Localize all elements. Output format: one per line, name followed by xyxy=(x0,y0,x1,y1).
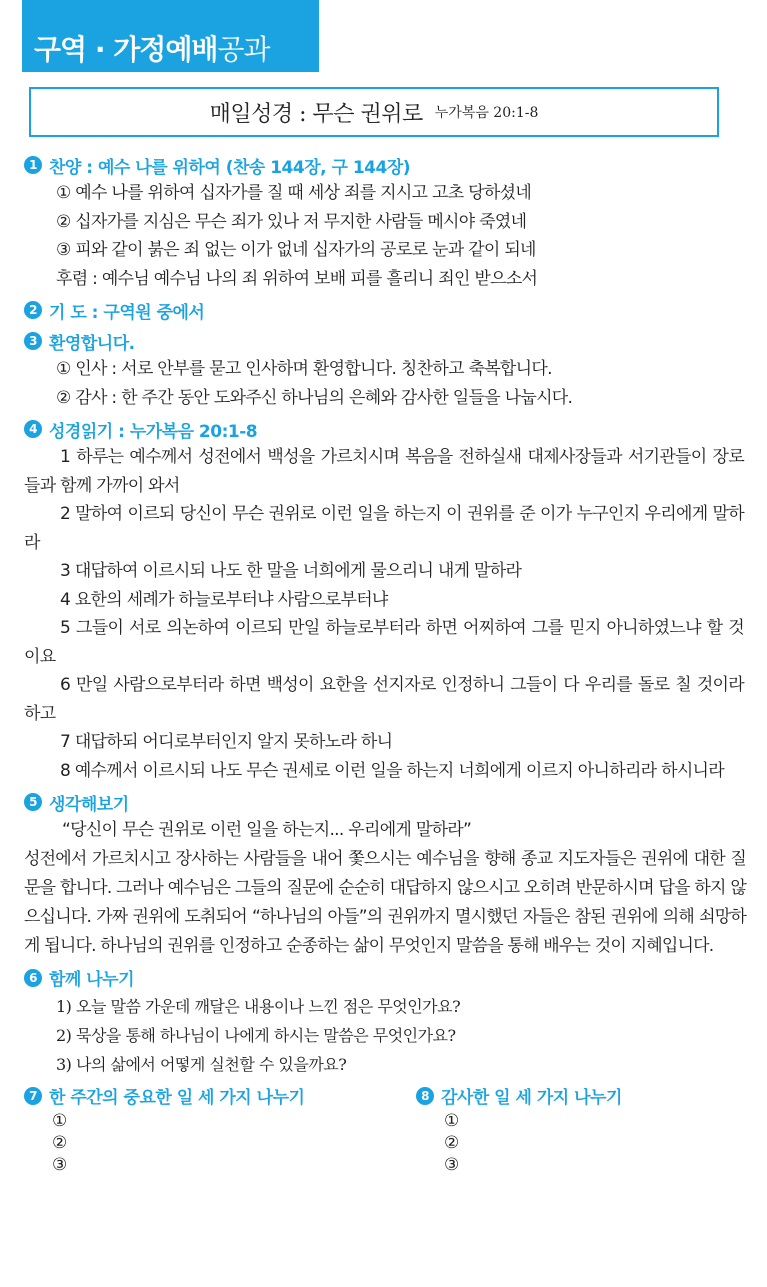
share-question: 1) 오늘 말씀 가운데 깨달은 내용이나 느낀 점은 무엇인가요? xyxy=(56,996,461,1016)
section-number-badge: 3 xyxy=(24,332,42,350)
section-number-badge: 7 xyxy=(24,1087,42,1105)
hymn-line: ① 예수 나를 위하여 십자가를 질 때 세상 죄를 지시고 고초 당하셨네 xyxy=(56,183,532,203)
blank-item: ② xyxy=(444,1132,460,1153)
scripture-verse: 7 대답하되 어디로부터인지 알지 못하노라 하니 xyxy=(60,732,393,752)
blank-item: ① xyxy=(52,1110,68,1131)
section-thanks-heading xyxy=(416,1082,746,1110)
blank-item: ② xyxy=(52,1132,68,1153)
section-thanks xyxy=(416,1082,746,1176)
scripture-verse: 6 만일 사람으로부터라 하면 백성이 요한을 선지자로 인정하니 그들이 다 우리를 돌로 칠 것이라 하고 xyxy=(24,675,744,724)
header-label-light: 공과 xyxy=(217,33,270,66)
header-label-bold: 구역 · 가정예배 xyxy=(34,33,218,66)
section-hymn-heading xyxy=(24,151,746,179)
section-welcome xyxy=(24,327,746,412)
section-number-badge: 8 xyxy=(416,1087,434,1105)
scripture-verse: 8 예수께서 이르시되 나도 무슨 권세로 이런 일을 하는지 너희에게 이르지 아니하리라 하시니라 xyxy=(60,760,724,781)
scripture-verse: 2 말하여 이르되 당신이 무슨 권위로 이런 일을 하는지 이 권위를 준 이가 누구인지 우리에게 말하라 xyxy=(24,504,744,553)
page-title: 매일성경 : 무슨 권위로 xyxy=(209,101,423,127)
scripture-verse: 1 하루는 예수께서 성전에서 백성을 가르치시며 복음을 전하실새 대제사장들과 서기관들이 장로들과 함께 가까이 와서 xyxy=(24,447,744,496)
section-reading-heading xyxy=(24,415,746,443)
section-heading-text: 기 도 : 구역원 중에서 xyxy=(49,302,205,323)
section-reflection xyxy=(24,788,746,961)
reflection-body: 성전에서 가르치시고 장사하는 사람들을 내어 쫓으시는 예수님을 향해 종교 지도자들은 권위에 대한 질문을 합니다. 그러나 예수님은 그들의 질문에 순순히 대답하지 않으시고 오히려 반문하시며 답을 하지 않으십니다. 가짜 권위에 도취되어 “하나님의 아들”의 권위까지 멸시했던 자들은 참된 권위에 의해 쇠망하게 됩니다. 하나님의 권위를 인정하고 순종하는 삶이 무엇인지 말씀을 통해 배우는 것이 지혜입니다. xyxy=(24,848,746,956)
section-number-badge: 1 xyxy=(24,156,42,174)
section-number-badge: 4 xyxy=(24,420,42,438)
scripture-reference: 누가복음 20:1-8 xyxy=(434,105,539,121)
hymn-line: 후렴 : 예수님 예수님 나의 죄 위하여 보배 피를 흘리니 죄인 받으소서 xyxy=(56,268,538,289)
blank-item: ① xyxy=(444,1110,460,1131)
section-heading-text: 함께 나누기 xyxy=(49,970,135,990)
blank-item: ③ xyxy=(52,1154,68,1175)
worship-content xyxy=(24,151,746,1176)
section-heading-text: 감사한 일 세 가지 나누기 xyxy=(441,1088,622,1108)
section-heading-text: 찬양 : 예수 나를 위하여 (찬송 144장, 구 144장) xyxy=(49,157,411,178)
scripture-verse: 5 그들이 서로 의논하여 이르되 만일 하늘로부터라 하면 어찌하여 그를 믿지 아니하였느냐 할 것이요 xyxy=(24,618,744,667)
section-heading-text: 성경읽기 : 누가복음 20:1-8 xyxy=(49,421,258,442)
section-prayer-heading xyxy=(24,296,746,324)
sharing-columns xyxy=(24,1082,746,1176)
section-reflection-heading xyxy=(24,788,746,816)
section-prayer xyxy=(24,296,746,324)
header-tab xyxy=(22,0,319,72)
welcome-line: ② 감사 : 한 주간 동안 도와주신 하나님의 은혜와 감사한 일들을 나눕시다. xyxy=(56,387,573,408)
section-welcome-heading xyxy=(24,327,746,355)
scripture-verse: 3 대답하여 이르시되 나도 한 말을 너희에게 물으리니 내게 말하라 xyxy=(60,561,522,581)
section-hymn xyxy=(24,151,746,293)
section-number-badge: 2 xyxy=(24,301,42,319)
share-question: 2) 묵상을 통해 하나님이 나에게 하시는 말씀은 무엇인가요? xyxy=(56,1025,456,1045)
section-share-heading xyxy=(24,964,746,992)
section-important xyxy=(24,1082,416,1176)
share-question: 3) 나의 삶에서 어떻게 실천할 수 있을까요? xyxy=(56,1054,347,1074)
hymn-line: ② 십자가를 지심은 무슨 죄가 있나 저 무지한 사람들 메시야 죽였네 xyxy=(56,211,527,232)
section-reading xyxy=(24,415,746,785)
hymn-line: ③ 피와 같이 붉은 죄 없는 이가 없네 십자가의 공로로 눈과 같이 되네 xyxy=(56,240,536,260)
section-number-badge: 6 xyxy=(24,969,42,987)
section-heading-text: 생각해보기 xyxy=(49,794,129,815)
section-share xyxy=(24,964,746,1079)
section-heading-text: 환영합니다. xyxy=(49,333,135,354)
section-important-heading xyxy=(24,1082,416,1110)
welcome-line: ① 인사 : 서로 안부를 묻고 인사하며 환영합니다. 칭찬하고 축복합니다. xyxy=(56,359,552,379)
blank-item: ③ xyxy=(444,1154,460,1175)
reflection-quote: “당신이 무슨 권위로 이런 일을 하는지... 우리에게 말하라” xyxy=(62,820,472,840)
section-heading-text: 한 주간의 중요한 일 세 가지 나누기 xyxy=(49,1088,305,1108)
title-box xyxy=(29,87,719,137)
section-number-badge: 5 xyxy=(24,793,42,811)
scripture-verse: 4 요한의 세례가 하늘로부터냐 사람으로부터냐 xyxy=(60,589,388,610)
